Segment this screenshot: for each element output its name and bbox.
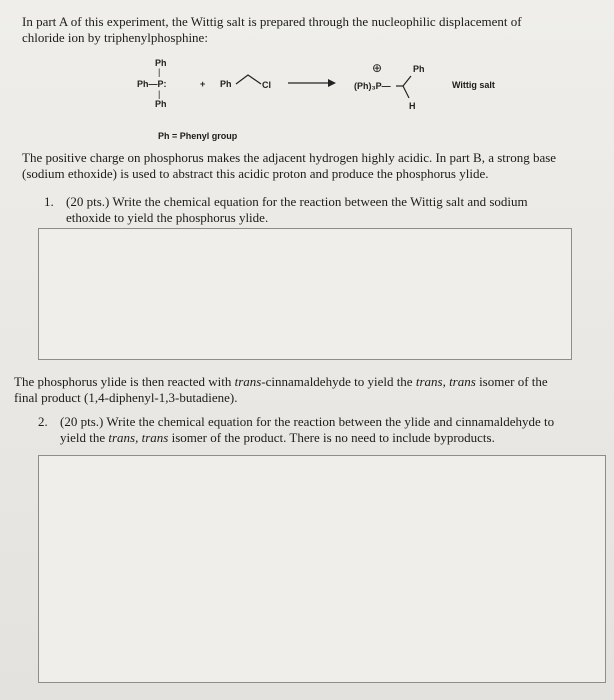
ylide-reaction-paragraph xyxy=(14,374,599,406)
para3-part1: The phosphorus ylide is then reacted with xyxy=(14,374,235,389)
question-2-number: 2. xyxy=(38,414,48,429)
question-2-trans: trans, trans xyxy=(108,430,169,445)
ylide-explanation xyxy=(22,150,597,182)
triphenylphosphine-p: Ph—P: xyxy=(137,79,167,89)
intro-line-2: chloride ion by triphenylphosphine: xyxy=(22,30,208,45)
bond-top: | xyxy=(158,67,161,77)
question-1-line-2: ethoxide to yield the phosphorus ylide. xyxy=(66,210,269,225)
ylide-line-2: (sodium ethoxide) is used to abstract this acidic proton and produce the phosphorus ylide. xyxy=(22,166,489,181)
benzyl-cl: Cl xyxy=(262,80,271,90)
wittig-salt-label: Wittig salt xyxy=(452,80,495,90)
question-2-line-2-post: isomer of the product. There is no need to include byproducts. xyxy=(168,430,495,445)
question-1-number: 1. xyxy=(44,194,54,209)
answer-box-1[interactable] xyxy=(38,228,572,360)
intro-paragraph xyxy=(22,14,592,46)
ph-bottom: Ph xyxy=(155,99,167,109)
product-h: H xyxy=(409,101,416,111)
product-phosphonium: (Ph)₃P— xyxy=(354,81,391,91)
question-2 xyxy=(38,414,603,446)
para3-line-2: final product (1,4-diphenyl-1,3-butadiene). xyxy=(14,390,238,405)
benzyl-ph: Ph xyxy=(220,79,232,89)
positive-charge-icon: ⊕ xyxy=(372,61,383,75)
product-ph: Ph xyxy=(413,64,425,74)
phenyl-definition: Ph = Phenyl group xyxy=(158,131,238,141)
para3-trans-1: trans xyxy=(234,374,262,389)
question-1-line-1: (20 pts.) Write the chemical equation for the reaction between the Wittig salt and sodium xyxy=(66,194,528,209)
intro-line-1: In part A of this experiment, the Wittig salt is prepared through the nucleophilic displacement of xyxy=(22,14,522,29)
reaction-arrow-icon xyxy=(288,78,336,88)
answer-box-2[interactable] xyxy=(38,455,606,683)
ph-top: Ph xyxy=(155,58,167,68)
plus-sign: + xyxy=(200,79,206,89)
bond-bottom: | xyxy=(158,89,161,99)
para3-part2: -cinnamaldehyde to yield the xyxy=(261,374,416,389)
para3-trans-2: trans, trans xyxy=(415,374,476,389)
question-2-line-1: (20 pts.) Write the chemical equation for the reaction between the ylide and cinnamaldehyde to xyxy=(60,414,555,429)
benzyl-bond-lines xyxy=(235,72,265,88)
question-1 xyxy=(44,194,584,226)
question-2-line-2-pre: yield the xyxy=(60,430,109,445)
ylide-line-1: The positive charge on phosphorus makes the adjacent hydrogen highly acidic. In part B, a strong base xyxy=(22,150,557,165)
para3-part3: isomer of the xyxy=(475,374,548,389)
